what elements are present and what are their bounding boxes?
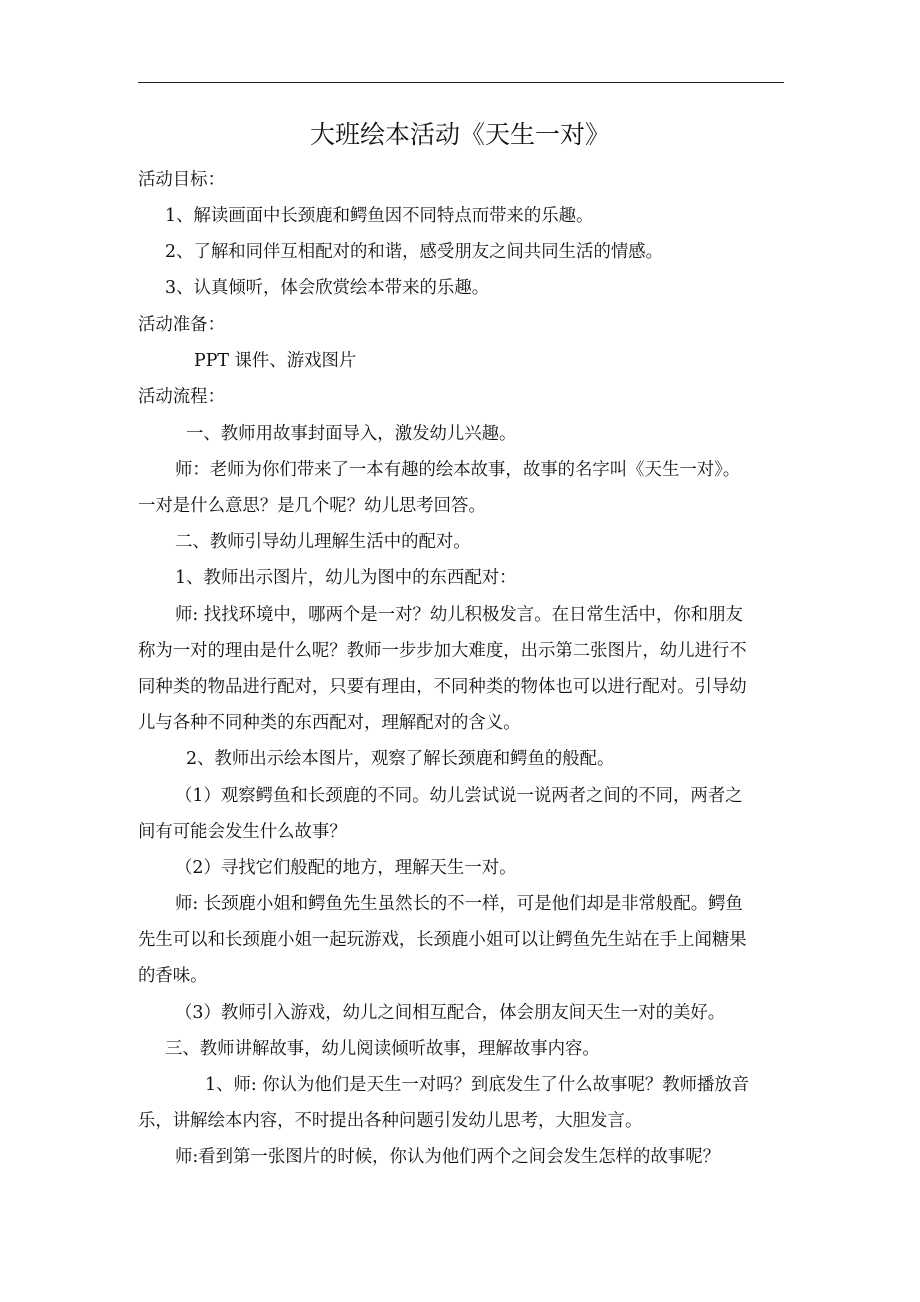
paragraph-line: 同种类的物品进行配对，只要有理由，不同种类的物体也可以进行配对。引导幼 bbox=[138, 677, 747, 697]
paragraph-line: 师：老师为你们带来了一本有趣的绘本故事，故事的名字叫《天生一对》。 bbox=[175, 460, 741, 480]
section-heading-process: 活动流程： bbox=[138, 387, 225, 407]
preparation-item: PPT 课件、游戏图片 bbox=[194, 351, 357, 371]
paragraph-line: （2）寻找它们般配的地方，理解天生一对。 bbox=[175, 858, 517, 878]
document-title: 大班绘本活动《天生一对》 bbox=[309, 120, 610, 149]
paragraph-line: 先生可以和长颈鹿小姐一起玩游戏，长颈鹿小姐可以让鳄鱼先生站在手上闻糖果 bbox=[138, 930, 747, 950]
paragraph-line: （3）教师引入游戏，幼儿之间相互配合，体会朋友间天生一对的美好。 bbox=[175, 1003, 726, 1023]
paragraph-line: 师: 长颈鹿小姐和鳄鱼先生虽然长的不一样，可是他们却是非常般配。鳄鱼 bbox=[175, 894, 743, 914]
paragraph-line: （1）观察鳄鱼和长颈鹿的不同。幼儿尝试说一说两者之间的不同，两者之 bbox=[175, 786, 743, 806]
goal-item-2: 2、了解和同伴互相配对的和谐，感受朋友之间共同生活的情感。 bbox=[165, 242, 664, 262]
paragraph-line: 乐，讲解绘本内容，不时提出各种问题引发幼儿思考，大胆发言。 bbox=[138, 1111, 643, 1131]
section-heading-preparation: 活动准备： bbox=[138, 315, 225, 335]
paragraph-line: 师: 找找环境中，哪两个是一对？幼儿积极发言。在日常生活中，你和朋友 bbox=[175, 605, 743, 625]
paragraph-line: 的香味。 bbox=[138, 966, 208, 986]
paragraph-line: 1、师: 你认为他们是天生一对吗？到底发生了什么故事呢？教师播放音 bbox=[205, 1075, 750, 1095]
step-heading-2: 二、教师引导幼儿理解生活中的配对。 bbox=[175, 532, 471, 552]
goal-item-3: 3、认真倾听，体会欣赏绘本带来的乐趣。 bbox=[165, 278, 490, 298]
paragraph-line: 间有可能会发生什么故事？ bbox=[138, 822, 347, 842]
paragraph-line: 儿与各种不同种类的东西配对，理解配对的含义。 bbox=[138, 713, 521, 733]
step-heading-3: 三、教师讲解故事，幼儿阅读倾听故事，理解故事内容。 bbox=[165, 1039, 600, 1059]
paragraph-line: 师:看到第一张图片的时候，你认为他们两个之间会发生怎样的故事呢？ bbox=[175, 1147, 720, 1167]
paragraph-line: 一对是什么意思？是几个呢？幼儿思考回答。 bbox=[138, 496, 486, 516]
paragraph-line: 称为一对的理由是什么呢？教师一步步加大难度，出示第二张图片，幼儿进行不 bbox=[138, 641, 747, 661]
header-rule bbox=[138, 82, 784, 83]
goal-item-1: 1、解读画面中长颈鹿和鳄鱼因不同特点而带来的乐趣。 bbox=[165, 206, 594, 226]
section-heading-goals: 活动目标： bbox=[138, 170, 225, 190]
step-heading-1: 一、教师用故事封面导入，激发幼儿兴趣。 bbox=[186, 424, 517, 444]
sub-step-heading: 1、教师出示图片，幼儿为图中的东西配对： bbox=[175, 568, 517, 588]
sub-step-heading: 2、教师出示绘本图片，观察了解长颈鹿和鳄鱼的般配。 bbox=[186, 749, 615, 769]
